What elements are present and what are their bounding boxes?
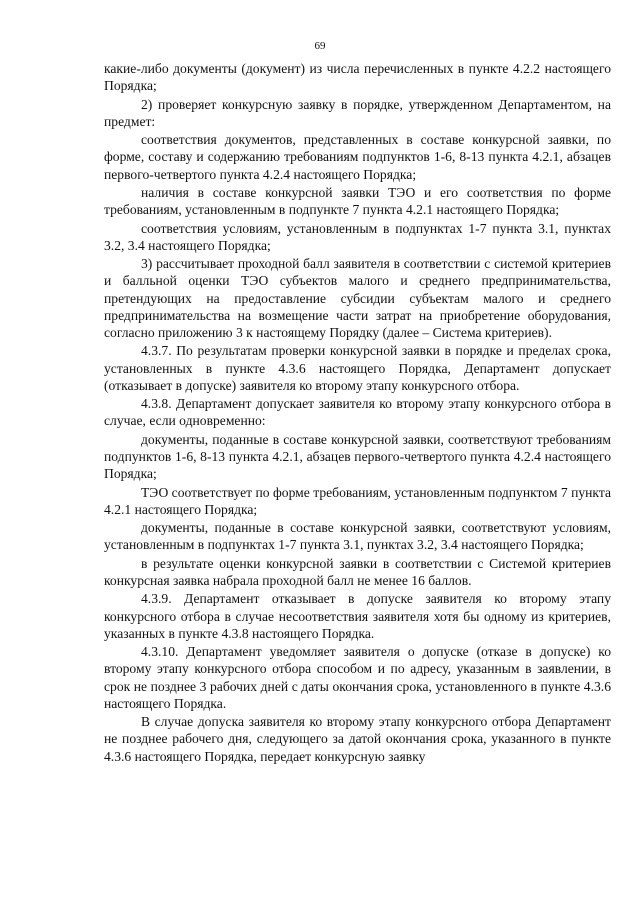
page-number: 69 [314,40,326,52]
paragraph: 2) проверяет конкурсную заявку в порядке, утвержденном Департаментом, на предмет: [104,96,611,129]
paragraph: в результате оценки конкурсной заявки в соответствии с Системой критериев конкурсная заявка набрала проходной балл не менее 16 баллов. [104,555,611,588]
paragraph: документы, поданные в составе конкурсной заявки, соответствуют требованиям подпунктов 1-6, 8-13 пункта 4.2.1, абзацев первого-четвертого пункта 4.2.4 настоящего Порядка; [104,431,611,482]
document-body [104,60,611,766]
paragraph: 4.3.8. Департамент допускает заявителя ко второму этапу конкурсного отбора в случае, если одновременно: [104,396,611,429]
paragraph: соответствия документов, представленных в составе конкурсной заявки, по форме, составу и содержанию требованиям подпунктов 1-6, 8-13 пункта 4.2.1, абзацев первого-четвертого пункта 4.2.4 настоящего Порядка; [104,132,611,182]
paragraph: В случае допуска заявителя ко второму этапу конкурсного отбора Департамент не позднее рабочего дня, следующего за датой окончания срока, указанного в пункте 4.3.6 настоящего Порядка, передает конкурсную заявку [104,714,611,764]
paragraph: ТЭО соответствует по форме требованиям, установленным подпунктом 7 пункта 4.2.1 настоящего Порядка; [104,484,611,517]
paragraph: 4.3.10. Департамент уведомляет заявителя о допуске (отказе в допуске) ко второму этапу конкурсного отбора способом и по адресу, указанным в заявлении, в срок не позднее 3 рабочих дней с даты окончания срока, установленного в пункте 4.3.6 настоящего Порядка. [104,644,611,711]
paragraph: соответствия условиям, установленным в подпунктах 1-7 пункта 3.1, пунктах 3.2, 3.4 настоящего Порядка; [104,220,611,253]
paragraph: 4.3.9. Департамент отказывает в допуске заявителя ко второму этапу конкурсного отбора в случае несоответствия заявителя хотя бы одному из критериев, указанных в пункте 4.3.8 настоящего Порядка. [104,591,611,641]
paragraph: документы, поданные в составе конкурсной заявки, соответствуют условиям, установленным в подпунктах 1-7 пункта 3.1, пунктах 3.2, 3.4 настоящего Порядка; [104,520,611,553]
paragraph: наличия в составе конкурсной заявки ТЭО и его соответствия по форме требованиям, установленным в подпункте 7 пункта 4.2.1 настоящего Порядка; [104,184,611,218]
paragraph: какие-либо документы (документ) из числа перечисленных в пункте 4.2.2 настоящего Порядка; [104,61,611,94]
paragraph: 3) рассчитывает проходной балл заявителя в соответствии с системой критериев и балльной оценки ТЭО субъектов малого и среднего предпринимательства, претендующих на предоставление субсидии субъектам малого и среднего предпринимательства на возмещение части затрат на приобретение оборудования, согласно приложению 3 к настоящему Порядку (далее – Система критериев). [104,256,611,340]
paragraph: 4.3.7. По результатам проверки конкурсной заявки в порядке и пределах срока, установленных в пункте 4.3.6 настоящего Порядка, Департамент допускает (отказывает в допуске) заявителя ко второму этапу конкурсного отбора. [104,343,611,393]
